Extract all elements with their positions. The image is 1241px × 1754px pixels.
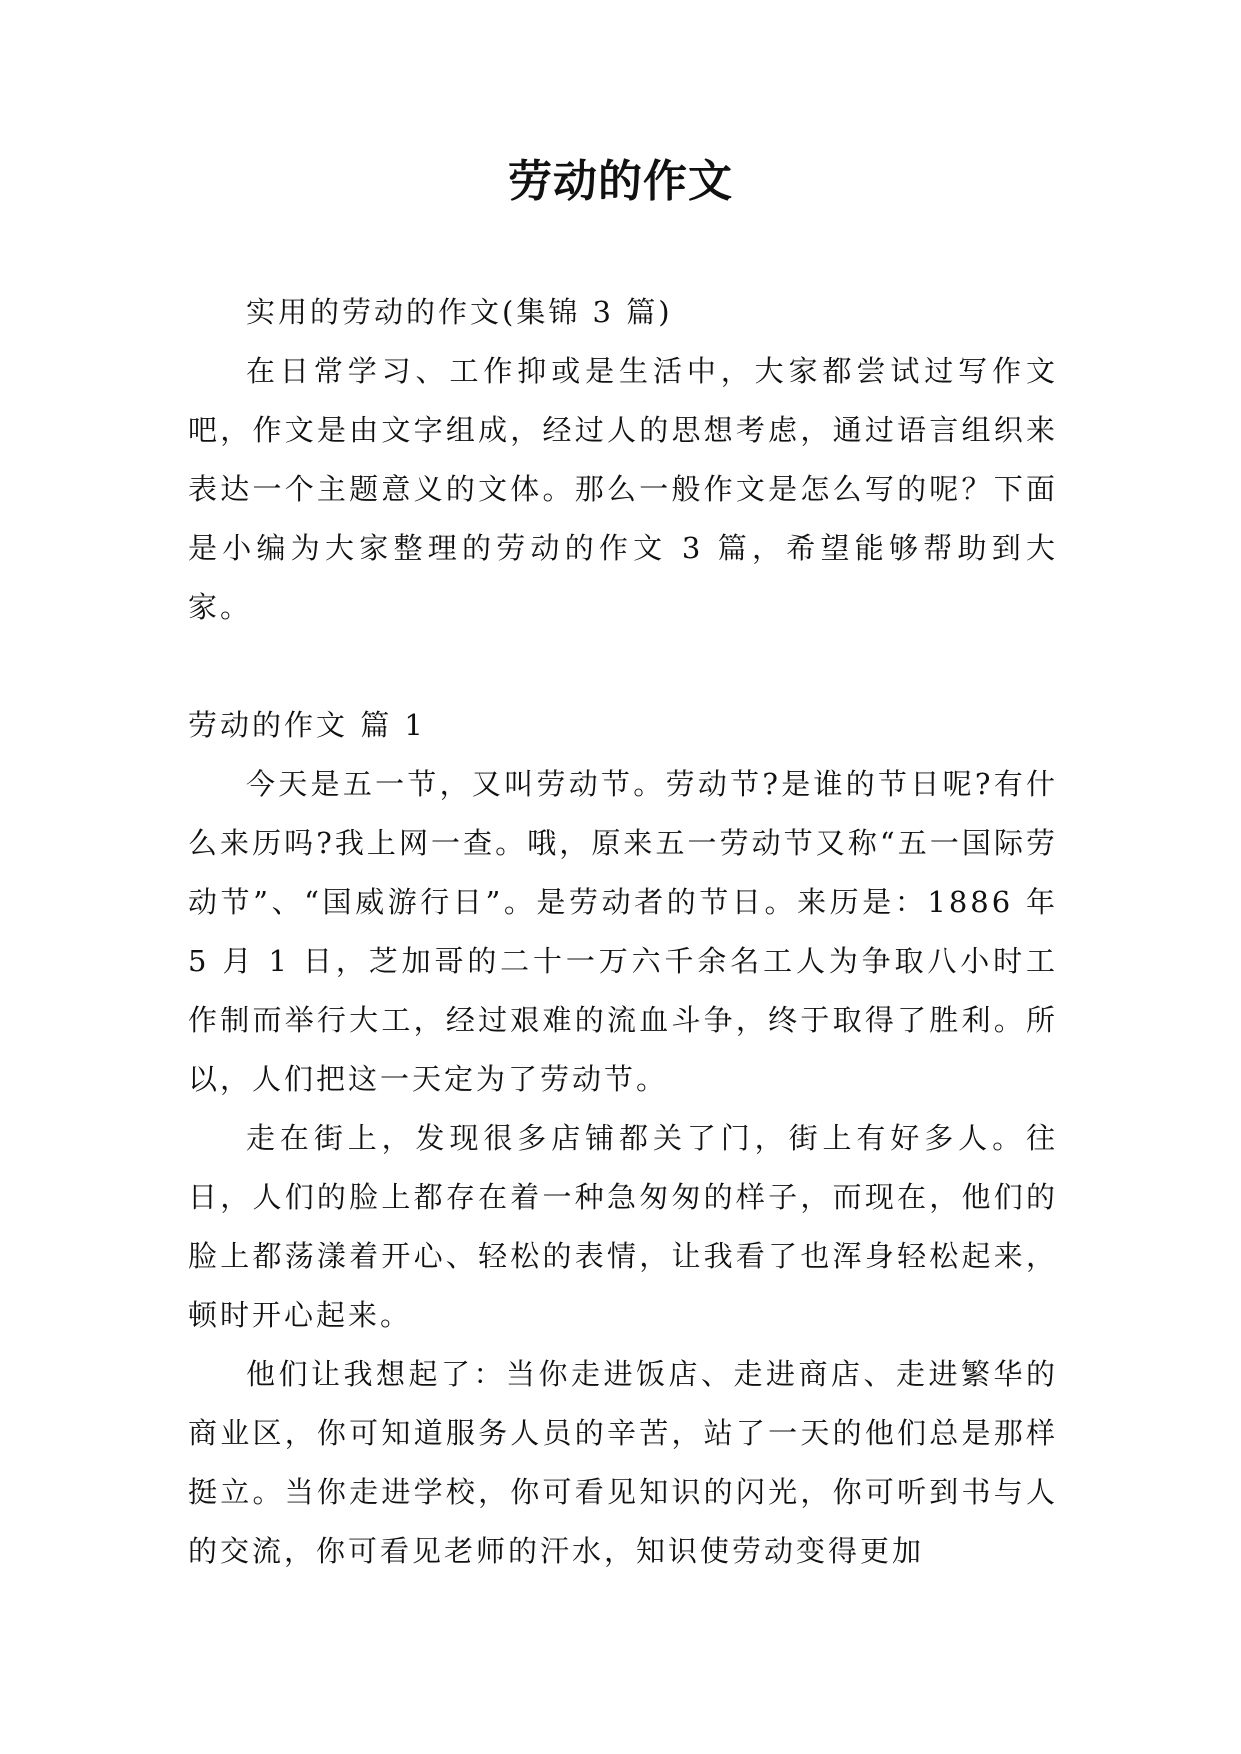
section-heading: 劳动的作文 篇 1 bbox=[188, 708, 426, 742]
body-paragraph: 他们让我想起了：当你走进饭店、走进商店、走进繁华的商业区，你可知道服务人员的辛苦，站了一天的他们总是那样挺立。当你走进学校，你可看见知识的闪光，你可听到书与人的交流，你可看见老师的汗水，知识使劳动变得更加 bbox=[188, 1357, 1058, 1568]
document-subtitle: 实用的劳动的作文(集锦 3 篇) bbox=[246, 295, 673, 329]
section-spacer bbox=[188, 637, 1058, 696]
body-paragraph: 今天是五一节，又叫劳动节。劳动节?是谁的节日呢?有什么来历吗?我上网一查。哦，原来五一劳动节又称“五一国际劳动节”、“国威游行日”。是劳动者的节日。来历是：1886 年 5 月 1 日，芝加哥的二十一万六千余名工人为争取八小时工作制而举行大工，经过艰难的流血斗争，终于取得了胜利。所以，人们把这一天定为了劳动节。 bbox=[188, 767, 1058, 1096]
intro-paragraph: 在日常学习、工作抑或是生活中，大家都尝试过写作文吧，作文是由文字组成，经过人的思想考虑，通过语言组织来表达一个主题意义的文体。那么一般作文是怎么写的呢？下面是小编为大家整理的劳动的作文 3 篇，希望能够帮助到大家。 bbox=[188, 354, 1058, 624]
body-paragraph: 走在街上，发现很多店铺都关了门，街上有好多人。往日，人们的脸上都存在着一种急匆匆的样子，而现在，他们的脸上都荡漾着开心、轻松的表情，让我看了也浑身轻松起来，顿时开心起来。 bbox=[188, 1121, 1058, 1332]
document-title: 劳动的作文 bbox=[508, 156, 733, 207]
document-body bbox=[188, 283, 1058, 1581]
